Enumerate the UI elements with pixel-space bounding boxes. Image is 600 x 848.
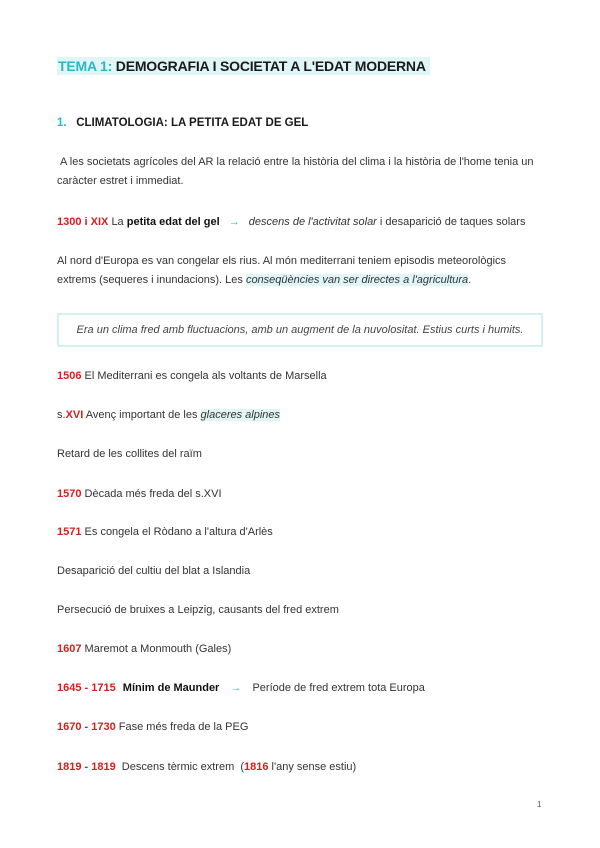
list-item (57, 640, 545, 659)
item-text: El Mediterrani es congela als voltants de Marsella (84, 370, 327, 382)
xvi-prefix: s. (57, 409, 66, 421)
title-number: TEMA 1: (58, 58, 113, 74)
list-item (57, 485, 545, 504)
date-1570: 1570 (57, 488, 82, 500)
north-paragraph (57, 252, 545, 290)
item-text: Avenç important de les (85, 409, 198, 421)
date-xvi: XVI (65, 409, 84, 421)
page-number: 1 (537, 800, 542, 809)
list-item (57, 718, 545, 737)
section-text: CLIMATOLOGIA: LA PETITA EDAT DE GEL (76, 117, 309, 129)
date-1670-1730: 1670 - 1730 (57, 721, 116, 733)
paren-open: ( (240, 761, 244, 773)
line-1300-pre: La (111, 216, 124, 228)
item-text: Es congela el Ròdano a l'altura d'Arlès (84, 526, 273, 538)
minim-maunder: Mínim de Maunder (122, 682, 220, 694)
item-text-2: l'any sense estiu) (271, 761, 357, 773)
list-item (57, 562, 545, 581)
glaceres-highlight: glaceres alpines (200, 409, 281, 421)
line-1300-rest: i desaparició de taques solars (379, 216, 526, 228)
item-text: Retard de les collites del raïm (57, 448, 202, 460)
north-highlight: conseqüències van ser directes a l'agricultura (245, 274, 469, 286)
date-1571: 1571 (57, 526, 82, 538)
callout-box (57, 313, 543, 347)
item-text: Descens tèrmic extrem (121, 761, 235, 773)
line-1300-italic: descens de l'activitat solar (248, 216, 377, 228)
list-item (57, 406, 545, 425)
north-text: Al nord d'Europa es van congelar els rius. Al món mediterrani teniem episodis meteorològics extrems (sequeres i inundacions). Les (57, 255, 507, 286)
north-end: . (468, 274, 472, 286)
date-1607: 1607 (57, 643, 82, 655)
date-1816: 1816 (244, 761, 269, 773)
item-text: Període de fred extrem tota Europa (252, 682, 425, 694)
intro-paragraph: A les societats agrícoles del AR la relació entre la història del clima i la història de l'home tenia un caràcter estret i immediat. (57, 156, 534, 187)
arrow-icon: → (230, 682, 242, 694)
list-item (57, 601, 545, 620)
arrow-icon: → (228, 216, 240, 228)
date-1645-1715: 1645 - 1715 (57, 682, 116, 694)
page-title (57, 57, 430, 75)
callout-text: Era un clima fred amb fluctuacions, amb un augment de la nuvolositat. Estius curts i humits. (76, 324, 524, 336)
list-item (57, 445, 545, 464)
list-item (57, 523, 545, 542)
petita-edat-del-gel: petita edat del gel (126, 216, 220, 228)
item-text: Maremot a Monmouth (Gales) (84, 643, 232, 655)
item-text: Dècada més freda del s.XVI (84, 488, 222, 500)
date-1819: 1819 - 1819 (57, 761, 116, 773)
date-1300: 1300 i XIX (57, 216, 109, 228)
list-item (57, 367, 545, 386)
line-1300 (57, 213, 545, 232)
list-item (57, 679, 545, 698)
section-heading (57, 117, 308, 129)
list-item (57, 758, 545, 777)
date-1506: 1506 (57, 370, 82, 382)
item-text: Fase més freda de la PEG (118, 721, 249, 733)
section-number: 1. (57, 117, 67, 129)
item-text: Persecució de bruixes a Leipzig, causants del fred extrem (57, 604, 339, 616)
title-text: DEMOGRAFIA I SOCIETAT A L'EDAT MODERNA (115, 58, 426, 74)
item-text: Desaparició del cultiu del blat a Islandia (57, 565, 251, 577)
